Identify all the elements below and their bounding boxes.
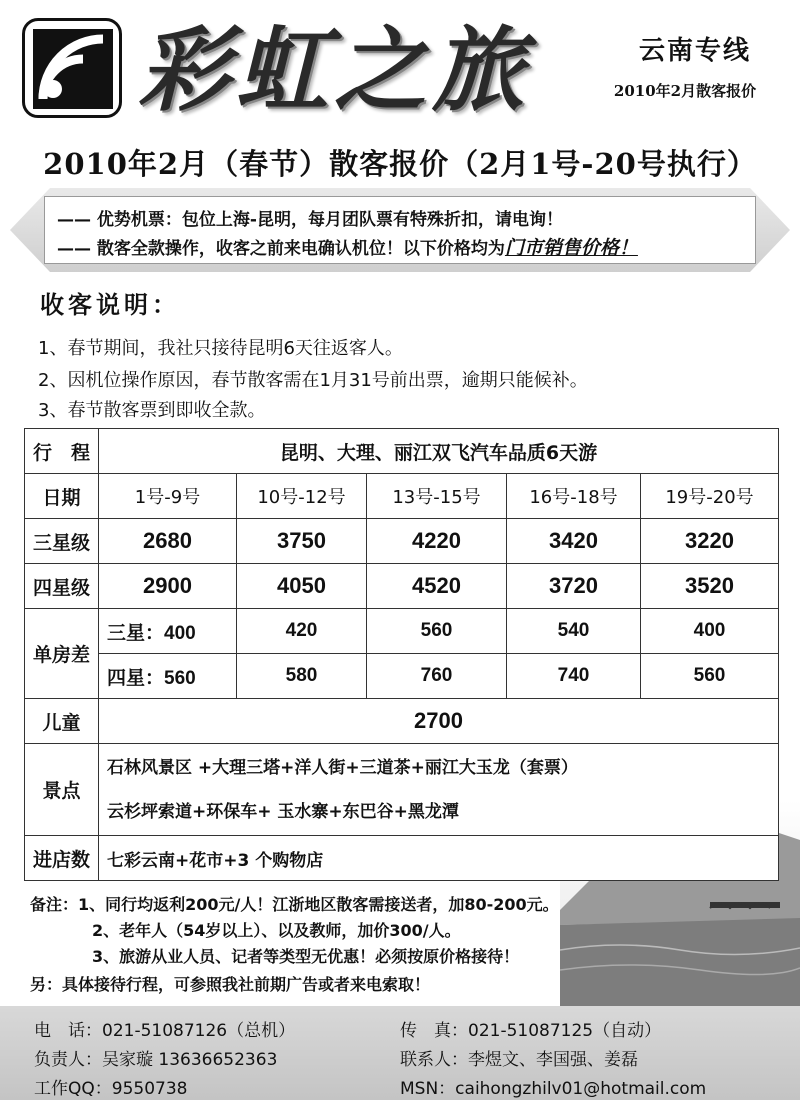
table-row-spots — [25, 744, 779, 836]
price-cell: 420 — [237, 609, 367, 654]
phone-text: 电 话：021-51087126（总机） — [34, 1021, 296, 1041]
child-price: 2700 — [99, 699, 779, 744]
price-cell: 760 — [367, 654, 507, 699]
date-label: 日期 — [25, 474, 99, 519]
price-cell: 740 — [507, 654, 641, 699]
promo-ribbon — [10, 188, 790, 272]
single-supplement-label: 单房差 — [25, 609, 99, 699]
msn-text: MSN：caihongzhilv01@hotmail.com — [400, 1079, 707, 1099]
route-subtitle: 2010年2月散客报价 — [613, 82, 757, 100]
price-cell: 3420 — [507, 519, 641, 564]
date-cell: 19号-20号 — [641, 474, 779, 519]
route-label: 行 程 — [25, 429, 99, 474]
single-three-first — [99, 609, 237, 654]
price-cell: 4220 — [367, 519, 507, 564]
date-cell: 16号-18号 — [507, 474, 641, 519]
remark-2: 2、老年人（54岁以上）、以及教师，加价300/人。 — [92, 921, 461, 940]
table-row-three-star — [25, 519, 779, 564]
spots-label: 景点 — [25, 744, 99, 836]
brand-logo — [22, 18, 122, 118]
qq-text: 工作QQ：9550738 — [34, 1079, 188, 1099]
table-row-dates — [25, 474, 779, 519]
price-cell: 3520 — [641, 564, 779, 609]
date-cell: 1号-9号 — [99, 474, 237, 519]
price-cell: 3220 — [641, 519, 779, 564]
note-item-2: 2、因机位操作原因，春节散客需在1月31号前出票，逾期只能候补。 — [38, 370, 588, 391]
note-item-1: 1、春节期间，我社只接待昆明6天往返客人。 — [38, 338, 403, 359]
price-cell: 560 — [367, 609, 507, 654]
ribbon-line-1: —— 优势机票：包位上海-昆明，每月团队票有特殊折扣，请电询！ — [57, 210, 563, 230]
price-cell: 580 — [237, 654, 367, 699]
route-title: 云南专线 — [638, 36, 751, 66]
fax-text: 传 真：021-51087125（自动） — [400, 1021, 662, 1041]
note-item-3: 3、春节散客票到即收全款。 — [38, 400, 266, 421]
spots-line-2: 云杉坪索道+环保车+ 玉水寨+东巴谷+黑龙潭 — [107, 801, 459, 822]
remark-4: 另：具体接待行程，可参照我社前期广告或者来电索取！ — [30, 975, 431, 994]
spots-line-1: 石林风景区 +大理三塔+洋人街+三道茶+丽江大玉龙（套票） — [107, 757, 578, 778]
price-cell: 400 — [164, 622, 196, 644]
table-row-four-star — [25, 564, 779, 609]
price-table — [24, 428, 779, 881]
single-three-label: 三星： — [107, 622, 165, 644]
ribbon-line-2-text: —— 散客全款操作，收客之前来电确认机位！以下价格均为 — [57, 239, 505, 259]
remark-3: 3、旅游从业人员、记者等类型无优惠！必须按原价格接待！ — [92, 947, 520, 966]
ribbon-highlight: 门市销售价格！ — [504, 237, 638, 259]
price-cell: 560 — [164, 667, 196, 689]
four-star-label: 四星级 — [25, 564, 99, 609]
single-four-label: 四星： — [107, 667, 165, 689]
date-cell: 13号-15号 — [367, 474, 507, 519]
price-cell: 2680 — [99, 519, 237, 564]
single-four-first — [99, 654, 237, 699]
table-row-route — [25, 429, 779, 474]
table-row-single-four — [25, 654, 779, 699]
table-row-child — [25, 699, 779, 744]
shops-cell: 七彩云南+花市+3 个购物店 — [99, 836, 779, 881]
price-cell: 3720 — [507, 564, 641, 609]
child-label: 儿童 — [25, 699, 99, 744]
table-row-single-three — [25, 609, 779, 654]
table-row-shops — [25, 836, 779, 881]
notes-title: 收客说明： — [40, 291, 180, 319]
page-title: 2010年2月（春节）散客报价（2月1号-20号执行） — [43, 147, 757, 181]
price-cell: 4050 — [237, 564, 367, 609]
ribbon-line-2 — [57, 233, 638, 260]
shops-label: 进店数 — [25, 836, 99, 881]
price-cell: 540 — [507, 609, 641, 654]
spots-cell — [99, 744, 779, 836]
ribbon-panel — [44, 196, 756, 264]
rainbow-logo-icon — [33, 29, 113, 109]
price-cell: 3750 — [237, 519, 367, 564]
brand-title: 彩虹之旅 — [138, 16, 531, 124]
remark-1: 备注：1、同行均返利200元/人！江浙地区散客需接送者，加80-200元。 — [30, 895, 559, 914]
price-cell: 4520 — [367, 564, 507, 609]
price-cell: 400 — [641, 609, 779, 654]
date-cell: 10号-12号 — [237, 474, 367, 519]
route-name: 昆明、大理、丽江双飞汽车品质6天游 — [99, 429, 779, 474]
manager-text: 负责人：吴家璇 13636652363 — [34, 1050, 278, 1070]
contacts-text: 联系人：李煜文、李国强、姜磊 — [400, 1050, 638, 1070]
price-cell: 2900 — [99, 564, 237, 609]
three-star-label: 三星级 — [25, 519, 99, 564]
price-cell: 560 — [641, 654, 779, 699]
